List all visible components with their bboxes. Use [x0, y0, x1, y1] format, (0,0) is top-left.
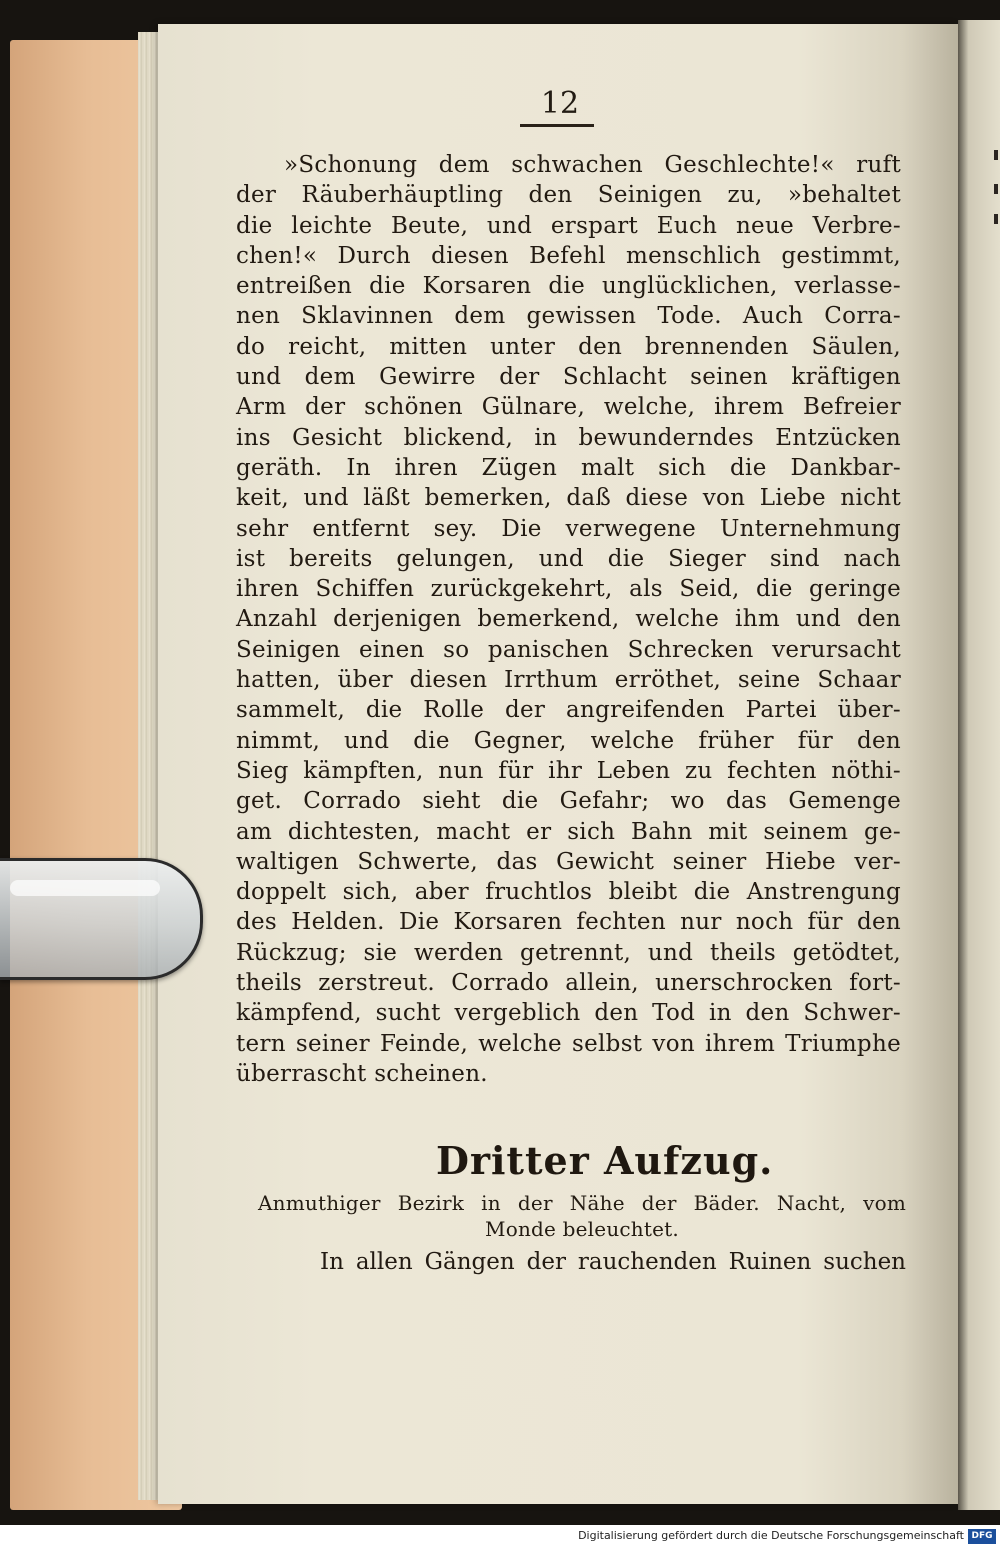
body-text: [236, 150, 901, 1089]
text-line: tern seiner Feinde, welche selbst von ihrem Triumphe: [236, 1030, 901, 1057]
text-line: ihren Schiffen zurückgekehrt, als Seid, die geringe: [236, 576, 901, 603]
text-line: und dem Gewirre der Schlacht seinen kräftigen: [236, 364, 901, 391]
text-line: sammelt, die Rolle der angreifenden Partei über-: [236, 697, 901, 724]
text-line: ins Gesicht blickend, in bewunderndes Entzücken: [236, 424, 901, 451]
page-number-rule: [520, 124, 594, 127]
text-line: Arm der schönen Gülnare, welche, ihrem Befreier: [236, 394, 901, 421]
text-line: Seinigen einen so panischen Schrecken verursacht: [236, 636, 901, 663]
text-line: sehr entfernt sey. Die verwegene Unternehmung: [236, 515, 901, 542]
dfg-logo: DFG: [968, 1529, 996, 1544]
text-line: Rückzug; sie werden getrennt, und theils getödtet,: [236, 939, 901, 966]
text-line: überrascht scheinen.: [236, 1060, 488, 1087]
text-line: der Räuberhäuptling den Seinigen zu, »behaltet: [236, 182, 901, 209]
next-page-mark: [994, 150, 998, 160]
text-line: kämpfend, sucht vergeblich den Tod in den Schwer-: [236, 1000, 901, 1027]
next-page-mark: [994, 214, 998, 224]
text-line: entreißen die Korsaren die unglücklichen, verlasse-: [236, 273, 901, 300]
text-line: do reicht, mitten unter den brennenden Säulen,: [236, 333, 901, 360]
text-line: ist bereits gelungen, und die Sieger sind nach: [236, 545, 901, 572]
text-line: doppelt sich, aber fruchtlos bleibt die Anstrengung: [236, 879, 901, 906]
text-line: keit, und läßt bemerken, daß diese von Liebe nicht: [236, 485, 901, 512]
scene-line: Anmuthiger Bezirk in der Nähe der Bäder. Nacht, vom: [258, 1191, 906, 1215]
footer-bar: [0, 1525, 1000, 1548]
continuation-text: [320, 1246, 906, 1278]
next-page-mark: [994, 184, 998, 194]
text-line: theils zerstreut. Corrado allein, unerschrocken fort-: [236, 970, 901, 997]
text-line: waltigen Schwerte, das Gewicht seiner Hiebe ver-: [236, 848, 901, 875]
text-line: chen!« Durch diesen Befehl menschlich gestimmt,: [236, 242, 901, 269]
text-line: am dichtesten, macht er sich Bahn mit seinem ge-: [236, 818, 901, 845]
funding-credit: Digitalisierung gefördert durch die Deutsche Forschungsgemeinschaft: [578, 1529, 964, 1542]
text-line: geräth. In ihren Zügen malt sich die Dankbar-: [236, 454, 901, 481]
text-line: die leichte Beute, und erspart Euch neue Verbre-: [236, 212, 901, 239]
text-line: »Schonung dem schwachen Geschlechte!« ruft: [284, 152, 901, 178]
text-line: Anzahl derjenigen bemerkend, welche ihm und den: [236, 606, 901, 633]
text-line: nimmt, und die Gegner, welche früher für den: [236, 727, 901, 754]
page-clip: [0, 858, 203, 980]
act-heading: Dritter Aufzug.: [436, 1138, 774, 1183]
page-clip-highlight: [10, 880, 160, 896]
text-line: In allen Gängen der rauchenden Ruinen suchen: [320, 1249, 906, 1275]
text-line: hatten, über diesen Irrthum erröthet, seine Schaar: [236, 667, 901, 694]
text-line: get. Corrado sieht die Gefahr; wo das Gemenge: [236, 788, 901, 815]
text-line: des Helden. Die Korsaren fechten nur noch für den: [236, 909, 901, 936]
page-number: 12: [540, 86, 580, 121]
scene-description: [258, 1190, 906, 1242]
text-line: nen Sklavinnen dem gewissen Tode. Auch Corra-: [236, 303, 901, 330]
next-page-edge: [958, 20, 1000, 1510]
scene-line: Monde beleuchtet.: [485, 1217, 679, 1241]
text-line: Sieg kämpften, nun für ihr Leben zu fechten nöthi-: [236, 757, 901, 784]
